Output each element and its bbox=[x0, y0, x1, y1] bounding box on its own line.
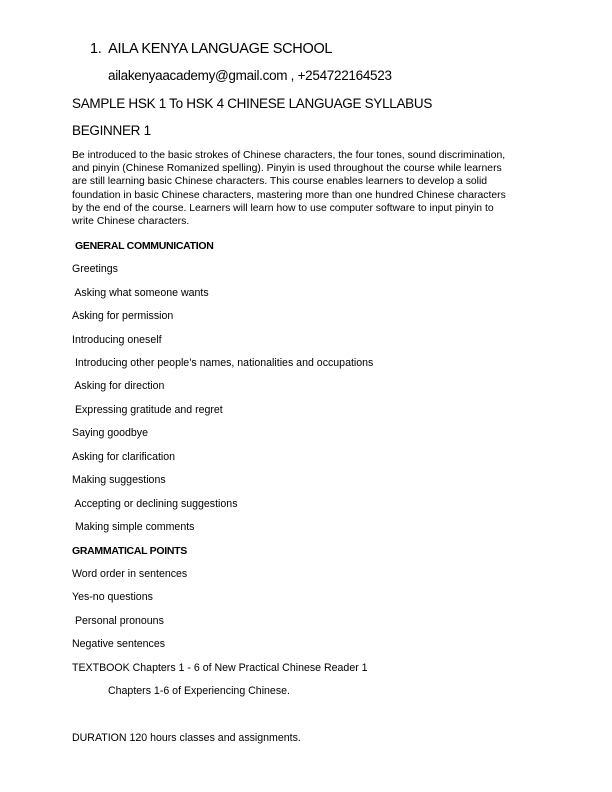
list-number: 1. bbox=[90, 41, 102, 57]
list-item: Asking for direction bbox=[72, 380, 165, 392]
intro-paragraph bbox=[72, 149, 542, 228]
grammatical-points-heading: GRAMMATICAL POINTS bbox=[72, 545, 187, 557]
intro-line: Be introduced to the basic strokes of Chinese characters, the four tones, sound discrimination, bbox=[72, 150, 506, 161]
textbook-line: TEXTBOOK Chapters 1 - 6 of New Practical Chinese Reader 1 bbox=[72, 662, 368, 674]
intro-line: by the end of the course. Learners will learn how to use computer software to input pinyin to bbox=[72, 202, 494, 214]
textbook-secondary-line: Chapters 1-6 of Experiencing Chinese. bbox=[108, 685, 290, 697]
list-item: Asking for permission bbox=[72, 310, 174, 322]
level-title: BEGINNER 1 bbox=[72, 123, 151, 138]
duration-line: DURATION 120 hours classes and assignments. bbox=[72, 732, 301, 744]
list-item: Asking for clarification bbox=[72, 451, 176, 463]
list-item: Negative sentences bbox=[72, 638, 166, 650]
list-item: Personal pronouns bbox=[72, 615, 164, 627]
list-item: Saying goodbye bbox=[72, 427, 148, 439]
school-heading bbox=[90, 41, 332, 57]
general-communication-heading: GENERAL COMMUNICATION bbox=[75, 240, 214, 252]
list-item: Accepting or declining suggestions bbox=[72, 498, 238, 510]
list-item: Expressing gratitude and regret bbox=[72, 404, 223, 416]
intro-line: foundation in basic Chinese characters, mastering more than one hundred Chinese characters bbox=[72, 189, 506, 201]
intro-line: and pinyin (Chinese Romanized spelling). Pinyin is used throughout the course while learners bbox=[72, 163, 502, 175]
list-item: Introducing oneself bbox=[72, 334, 162, 346]
list-item: Introducing other people’s names, nationalities and occupations bbox=[72, 357, 374, 369]
list-item: Word order in sentences bbox=[72, 568, 188, 580]
syllabus-title: SAMPLE HSK 1 To HSK 4 CHINESE LANGUAGE SYLLABUS bbox=[72, 96, 433, 111]
list-item: Making simple comments bbox=[72, 521, 195, 533]
list-item: Making suggestions bbox=[72, 474, 166, 486]
contact-line: ailakenyaacademy@gmail.com , +254722164523 bbox=[108, 68, 392, 83]
list-item: Yes-no questions bbox=[72, 591, 153, 603]
list-item: Greetings bbox=[72, 263, 118, 275]
school-name: AILA KENYA LANGUAGE SCHOOL bbox=[108, 41, 333, 57]
list-item: Asking what someone wants bbox=[72, 287, 209, 299]
intro-line: are still learning basic Chinese characters. This course enables learners to develop a solid bbox=[72, 176, 488, 188]
intro-line: write Chinese characters. bbox=[72, 216, 190, 228]
